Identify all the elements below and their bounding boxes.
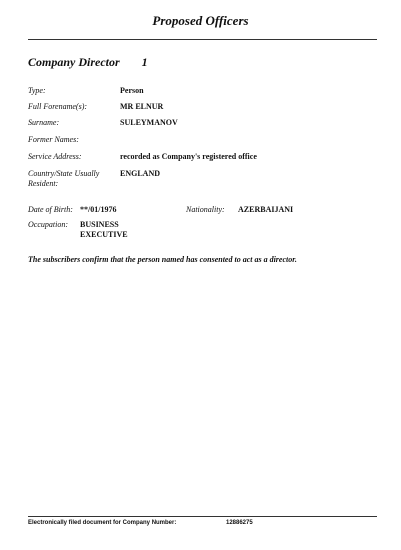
section-number: 1 (141, 55, 148, 69)
field-occupation-label: Occupation: (28, 220, 68, 229)
field-nationality-label: Nationality: (186, 205, 225, 214)
field-type-label: Type: (28, 86, 46, 95)
top-divider (28, 39, 377, 40)
field-service-address-value: recorded as Company's registered office (120, 152, 257, 161)
consent-statement: The subscribers confirm that the person named has consented to act as a director. (28, 255, 297, 264)
section-heading (28, 55, 148, 70)
field-date-of-birth-value: **/01/1976 (80, 205, 117, 214)
field-surname-label: Surname: (28, 118, 60, 127)
footer-company-number: 12886275 (226, 520, 253, 526)
field-country-value: ENGLAND (120, 169, 161, 178)
field-former-names-label: Former Names: (28, 135, 79, 144)
field-nationality-value: AZERBAIJANI (238, 205, 294, 214)
field-service-address-label: Service Address: (28, 152, 82, 161)
field-surname-value: SULEYMANOV (120, 118, 178, 127)
section-heading-label: Company Director (28, 55, 120, 69)
field-forename-value: MR ELNUR (120, 102, 164, 111)
footer (28, 520, 253, 526)
field-occupation-value: BUSINESS EXECUTIVE (80, 220, 128, 239)
page-title: Proposed Officers (152, 13, 249, 28)
footer-label: Electronically filed document for Company Number: (28, 520, 177, 526)
field-forename-label: Full Forename(s): (28, 102, 88, 111)
field-date-of-birth-label: Date of Birth: (28, 205, 73, 214)
field-country-label: Country/State Usually Resident: (28, 169, 100, 188)
bottom-divider (28, 516, 377, 517)
field-type-value: Person (120, 86, 144, 95)
